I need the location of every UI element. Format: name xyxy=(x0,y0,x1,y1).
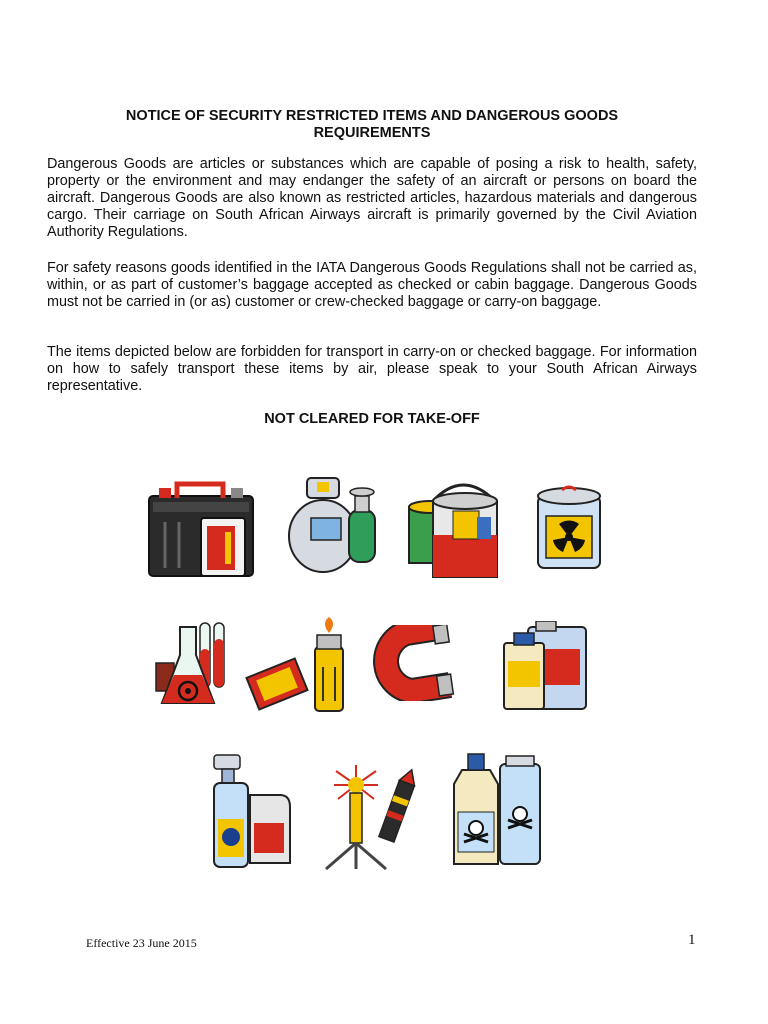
not-cleared-heading: NOT CLEARED FOR TAKE-OFF xyxy=(264,411,480,427)
title-line-2: REQUIREMENTS xyxy=(313,125,431,141)
paint-can-icon xyxy=(405,473,505,583)
paragraph-forbidden-items: The items depicted below are forbidden for transport in carry-on or checked baggage. For information on how to safely transport these items by air, please speak to your South African Airways representative. xyxy=(47,344,697,394)
effective-date: Effective 23 June 2015 xyxy=(86,936,197,950)
paragraph-definition: Dangerous Goods are articles or substances which are capable of posing a risk to health, safety, property or the environment and may endanger the safety of an aircraft or persons on board the aircraft. Dangerous Goods are also known as restricted articles, hazardous materials and dangerous cargo. Their carriage on South African Airways aircraft is primarily governed by the Civil Aviation Authority Regulations. xyxy=(47,156,697,240)
firework-rocket-icon xyxy=(318,763,418,873)
paragraph-regulations: For safety reasons goods identified in the IATA Dangerous Goods Regulations shall not be carried as, within, or as part of customer’s baggage accepted as checked or cabin baggage. Dangerous Goods must not be carried in (or as) customer or crew-checked baggage or carry-on baggage. xyxy=(47,260,697,310)
corrosive-spray-bottles-icon xyxy=(210,751,294,871)
car-battery-icon xyxy=(145,478,257,582)
flammable-solvent-cans-icon xyxy=(500,621,590,713)
radioactive-can-icon xyxy=(532,484,606,572)
title-line-1: NOTICE OF SECURITY RESTRICTED ITEMS AND DANGEROUS GOODS xyxy=(125,108,619,124)
biohazard-lab-glassware-icon xyxy=(152,619,230,711)
document-title xyxy=(90,108,654,142)
poison-bottles-icon xyxy=(450,750,544,868)
matches-and-lighter-icon xyxy=(245,617,345,715)
magnet-icon xyxy=(372,625,464,701)
gas-cylinder-icon xyxy=(285,470,385,574)
page-number: 1 xyxy=(688,932,696,948)
